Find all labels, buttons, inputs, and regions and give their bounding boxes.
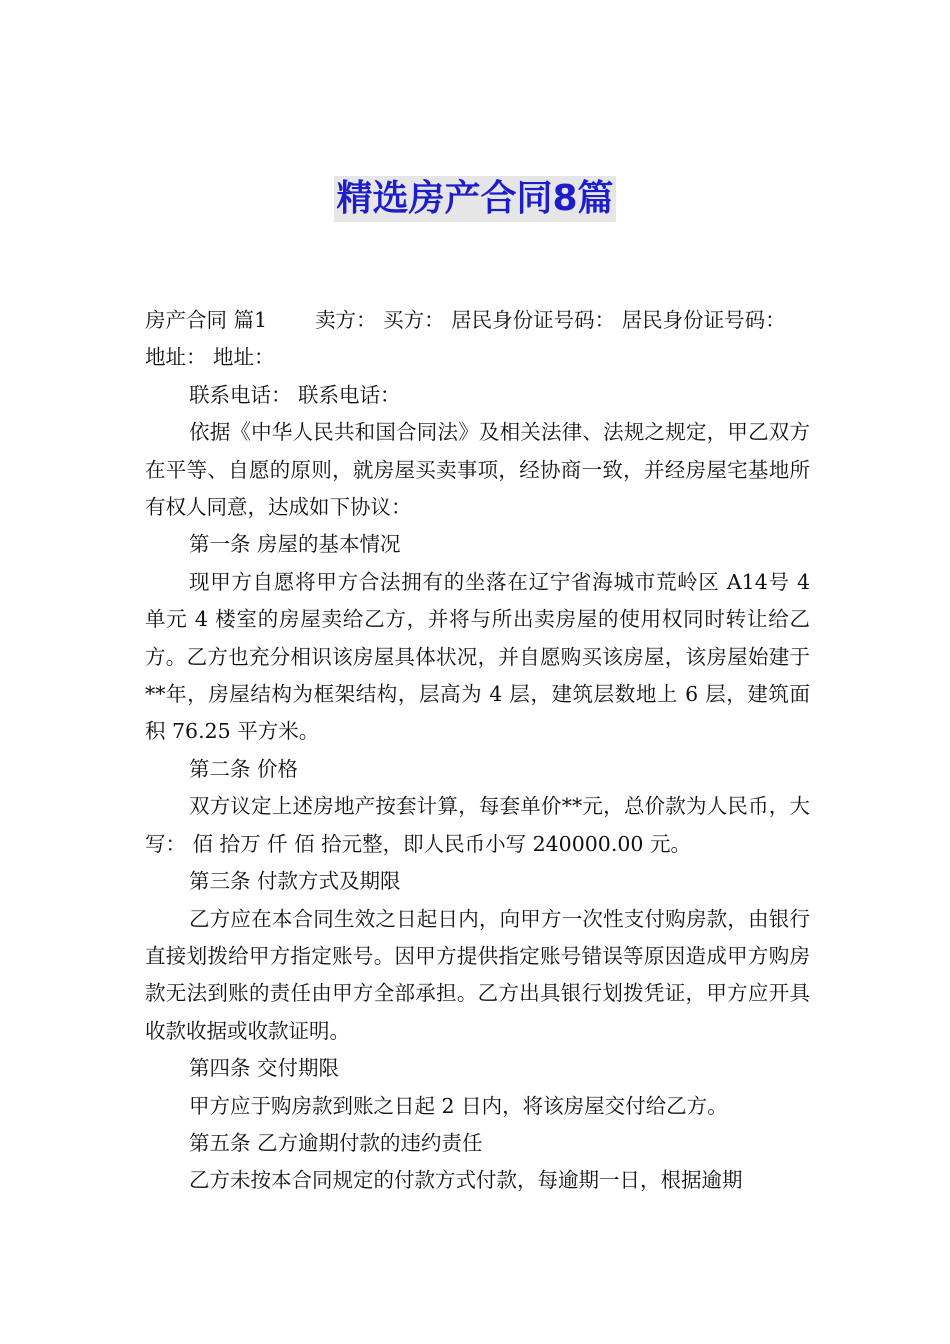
- address-line: 地址： 地址：: [145, 345, 275, 370]
- article-2-heading: 第二条 价格: [189, 756, 299, 781]
- article-5-text: 乙方未按本合同规定的付款方式付款，每逾期一日，根据逾期: [189, 1168, 743, 1193]
- article-4-heading: 第四条 交付期限: [189, 1056, 340, 1081]
- document-title: 精选房产合同8篇: [334, 176, 615, 222]
- article-3-text: 乙方应在本合同生效之日起日内，向甲方一次性支付购房款，由银行直接划拨给甲方指定账号。因甲方提供指定账号错误等原因造成甲方购房款无法到账的责任由甲方全部承担。乙方出具银行划拨凭证，甲方应开具收款收据或收款证明。: [145, 906, 810, 1043]
- title-container: [0, 176, 950, 222]
- article-1-heading: 第一条 房屋的基本情况: [189, 532, 401, 557]
- contract-header-line: [145, 302, 810, 339]
- article-4-text: 甲方应于购房款到账之日起 2 日内，将该房屋交付给乙方。: [189, 1093, 728, 1118]
- phone-line: 联系电话： 联系电话：: [189, 382, 401, 407]
- article-2-text: 双方议定上述房地产按套计算，每套单价**元，总价款为人民币，大写： 佰 拾万 仟 佰 拾元整，即人民币小写 240000.00 元。: [145, 794, 810, 856]
- party-fields: 卖方： 买方： 居民身份证号码： 居民身份证号码：: [315, 308, 786, 332]
- paragraph-preamble: 依据《中华人民共和国合同法》及相关法律、法规之规定，甲乙双方在平等、自愿的原则，就房屋买卖事项，经协商一致，并经房屋宅基地所有权人同意，达成如下协议：: [145, 420, 810, 520]
- article-3-heading: 第三条 付款方式及期限: [189, 869, 401, 894]
- document-body: [145, 302, 810, 1200]
- article-5-heading: 第五条 乙方逾期付款的违约责任: [189, 1130, 483, 1155]
- article-1-text: 现甲方自愿将甲方合法拥有的坐落在辽宁省海城市荒岭区 A14号 4 单元 4 楼室的房屋卖给乙方，并将与所出卖房屋的使用权同时转让给乙方。乙方也充分相识该房屋具体状况，并自愿购买该房屋，该房屋始建于**年，房屋结构为框架结构，层高为 4 层，建筑层数地上 6 层，建筑面积 76.25 平方米。: [145, 569, 810, 744]
- contract-heading: 房产合同 篇1: [145, 308, 268, 332]
